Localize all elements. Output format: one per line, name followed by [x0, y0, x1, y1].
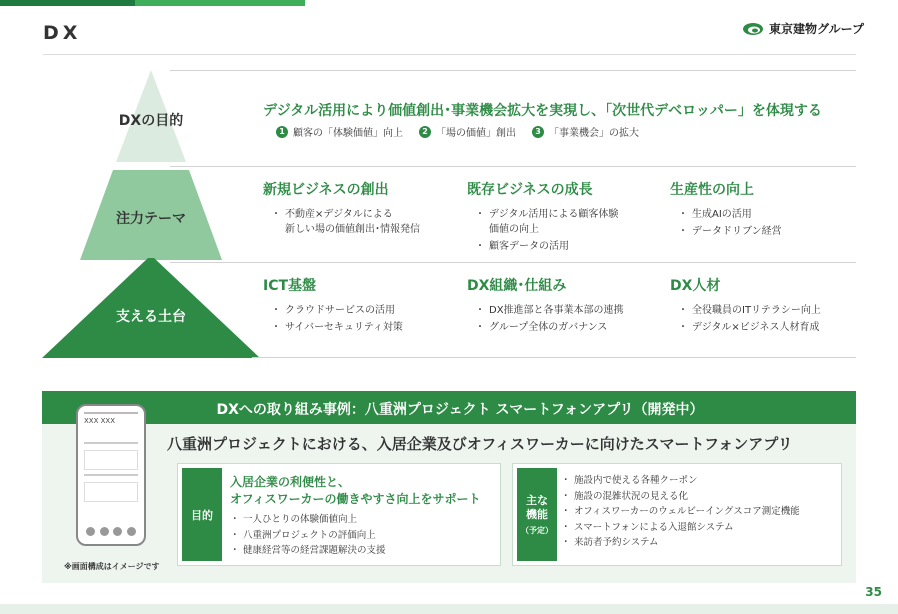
bullet-item: ・ 健康経営等の経営課題解決の支援 [234, 543, 386, 559]
bottom-band [0, 604, 898, 614]
bullet-item: ・ グループ全体のガバナンス [479, 320, 624, 335]
page-title: DX [43, 22, 82, 44]
bullet-item: ・ 一人ひとりの体験価値向上 [234, 512, 386, 528]
logo-text: 東京建物グループ [768, 22, 864, 36]
theme-title: 生産性の向上 [670, 182, 754, 198]
row-divider-lower [170, 262, 856, 263]
functions-tag-line1: 主な [526, 493, 548, 507]
purpose-item-text: 顧客の「体験価値」向上 [293, 128, 403, 139]
phone-screen-text: XXX XXX [84, 417, 115, 425]
bullet-item: ・ DX推進部と各事業本部の連携 [479, 303, 624, 318]
page-number: 35 [865, 585, 882, 599]
case-study-title: DXへの取り組み事例：八重洲プロジェクト スマートフォンアプリ（開発中） [216, 402, 704, 418]
foundation-organization [467, 275, 624, 337]
logo-mark-icon [742, 22, 764, 36]
phone-text-line [84, 442, 138, 444]
theme-existing-business [467, 179, 618, 256]
image-disclaimer-note: ※画面構成はイメージです [64, 562, 160, 571]
company-logo [742, 20, 864, 37]
phone-nav-icon [113, 527, 122, 536]
row-divider-top [170, 70, 856, 71]
foundation-title: ICT基盤 [263, 278, 317, 294]
row-divider-bottom [252, 357, 856, 358]
purpose-item [276, 124, 403, 139]
number-badge: 1 [276, 126, 288, 138]
phone-content-block [84, 482, 138, 502]
foundation-title: DX人材 [670, 278, 721, 294]
theme-productivity [670, 179, 782, 241]
bullet-item: ・ 施設内で使える各種クーポン [565, 473, 800, 489]
functions-tag [517, 468, 557, 561]
purpose-headline [230, 474, 480, 508]
phone-nav-icon [127, 527, 136, 536]
app-purpose-box [177, 463, 501, 566]
bullet-item: ・ オフィスワーカーのウェルビーイングスコア測定機能 [565, 504, 800, 520]
purpose-bullets [234, 512, 386, 559]
pyramid-label-focus-themes: 注力テーマ [116, 211, 186, 227]
purpose-item [532, 124, 639, 139]
purpose-item [419, 124, 516, 139]
theme-title: 既存ビジネスの成長 [467, 182, 593, 198]
smartphone-mockup-image [76, 404, 146, 546]
theme-bullets [479, 207, 618, 254]
bullet-item: ・ サイバーセキュリティ対策 [275, 320, 403, 335]
header-divider [43, 54, 856, 55]
purpose-statement: デジタル活用により価値創出･事業機会拡大を実現し、「次世代デベロッパー」を体現する [263, 103, 822, 119]
case-study-subtitle: 八重洲プロジェクトにおける、入居企業及びオフィスワーカーに向けたスマートフォンアプリ [167, 435, 793, 453]
top-accent-bar-dark [0, 0, 135, 6]
phone-header-bar [84, 412, 138, 414]
purpose-tag: 目的 [182, 468, 222, 561]
app-functions-box [512, 463, 842, 566]
phone-nav-icon [100, 527, 109, 536]
phone-screen-header [78, 406, 144, 438]
bullet-item: ・ クラウドサービスの活用 [275, 303, 403, 318]
functions-tag-line2: 機能 [526, 507, 548, 521]
pyramid-label-purpose: DXの目的 [118, 113, 184, 129]
foundation-talent [670, 275, 821, 337]
bullet-item: ・ デジタル活用による顧客体験 価値の向上 [479, 207, 618, 237]
bullet-item: ・ スマートフォンによる入退館システム [565, 520, 800, 536]
pyramid-label-foundation: 支える土台 [116, 309, 186, 325]
foundation-bullets [479, 303, 624, 335]
foundation-bullets [275, 303, 403, 335]
row-divider-middle [170, 166, 856, 167]
theme-bullets [682, 207, 782, 239]
bullet-item: ・ 八重洲プロジェクトの評価向上 [234, 528, 386, 544]
number-badge: 2 [419, 126, 431, 138]
bullet-item: ・ 生成AIの活用 [682, 207, 782, 222]
number-badge: 3 [532, 126, 544, 138]
functions-tag-planned: （予定） [521, 525, 553, 535]
top-accent-bar-light [135, 0, 305, 6]
bullet-item: ・ 顧客データの活用 [479, 239, 618, 254]
bullet-item: ・ 全役職員のITリテラシー向上 [682, 303, 821, 318]
theme-title: 新規ビジネスの創出 [263, 182, 389, 198]
bullet-item: ・ 来訪者予約システム [565, 535, 800, 551]
bullet-item: ・ データドリブン経営 [682, 224, 782, 239]
foundation-bullets [682, 303, 821, 335]
functions-bullets [565, 473, 800, 551]
phone-text-line [84, 474, 138, 476]
purpose-headline-line1: 入居企業の利便性と、 [230, 475, 351, 489]
phone-content-block [84, 450, 138, 470]
purpose-items [276, 124, 639, 139]
bullet-item: ・ 不動産×デジタルによる 新しい場の価値創出･情報発信 [275, 207, 420, 237]
foundation-title: DX組織･仕組み [467, 278, 567, 294]
phone-nav-icons [86, 527, 136, 536]
purpose-item-text: 「場の価値」創出 [436, 128, 516, 139]
theme-bullets [275, 207, 420, 237]
phone-nav-icon [86, 527, 95, 536]
purpose-headline-line2: オフィスワーカーの働きやすさ向上をサポート [230, 492, 481, 506]
bullet-item: ・ デジタル×ビジネス人材育成 [682, 320, 821, 335]
purpose-item-text: 「事業機会」の拡大 [549, 128, 639, 139]
foundation-ict [263, 275, 403, 337]
dx-pyramid [42, 70, 260, 360]
theme-new-business [263, 179, 420, 239]
bullet-item: ・ 施設の混雑状況の見える化 [565, 489, 800, 505]
